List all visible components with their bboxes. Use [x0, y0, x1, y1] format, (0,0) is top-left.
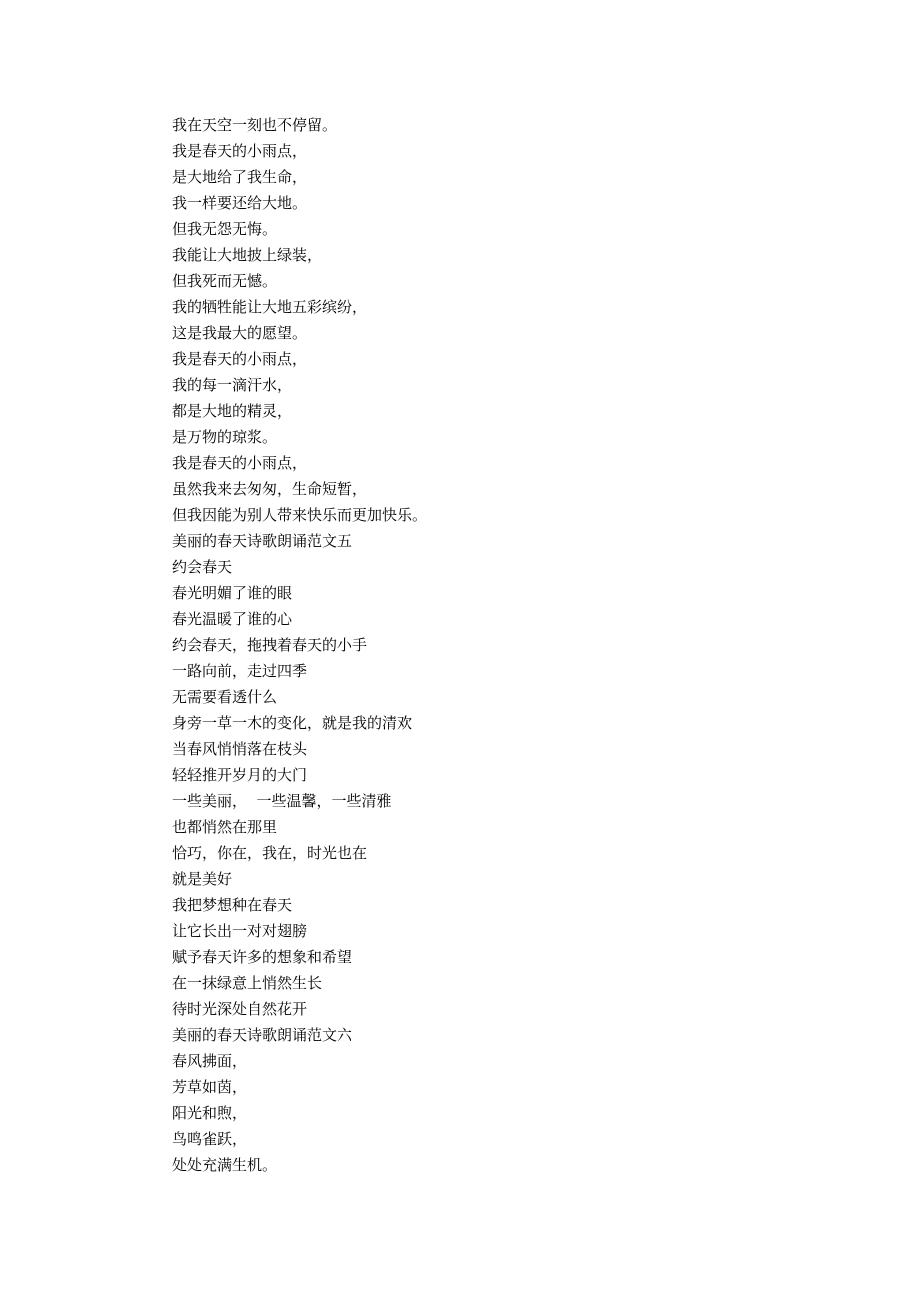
text-line: 当春风悄悄落在枝头 [172, 740, 308, 758]
text-line: 我一样要还给大地。 [172, 194, 308, 212]
text-line: 春光明媚了谁的眼 [172, 584, 293, 602]
poem-text-block [172, 112, 872, 1178]
text-line: 处处充满生机。 [172, 1156, 278, 1174]
text-line: 在一抹绿意上悄然生长 [172, 974, 323, 992]
text-line: 但我无怨无悔。 [172, 220, 278, 238]
text-line: 春光温暖了谁的心 [172, 610, 293, 628]
text-line: 约会春天 [172, 558, 233, 576]
text-line: 我把梦想种在春天 [172, 896, 293, 914]
text-line: 美丽的春天诗歌朗诵范文五 [172, 532, 353, 550]
text-line: 身旁一草一木的变化，就是我的清欢 [172, 714, 413, 732]
text-line: 但我因能为别人带来快乐而更加快乐。 [172, 506, 428, 524]
text-line: 美丽的春天诗歌朗诵范文六 [172, 1026, 353, 1044]
text-line: 让它长出一对对翅膀 [172, 922, 308, 940]
text-line: 待时光深处自然花开 [172, 1000, 308, 1018]
text-line: 我在天空一刻也不停留。 [172, 116, 338, 134]
text-line: 芳草如茵， [172, 1078, 248, 1096]
text-line: 虽然我来去匆匆，生命短暂， [172, 480, 368, 498]
text-line: 也都悄然在那里 [172, 818, 278, 836]
text-line: 这是我最大的愿望。 [172, 324, 308, 342]
text-line: 约会春天，拖拽着春天的小手 [172, 636, 368, 654]
text-line: 无需要看透什么 [172, 688, 278, 706]
text-line: 一些美丽， 一些温馨，一些清雅 [172, 792, 392, 810]
text-line: 就是美好 [172, 870, 233, 888]
text-line: 赋予春天许多的想象和希望 [172, 948, 353, 966]
text-line: 我的每一滴汗水， [172, 376, 293, 394]
text-line: 我是春天的小雨点， [172, 142, 308, 160]
text-line: 鸟鸣雀跃， [172, 1130, 248, 1148]
text-line: 是大地给了我生命， [172, 168, 308, 186]
text-line: 但我死而无憾。 [172, 272, 278, 290]
text-line: 恰巧，你在，我在，时光也在 [172, 844, 368, 862]
text-line: 轻轻推开岁月的大门 [172, 766, 308, 784]
text-line: 一路向前，走过四季 [172, 662, 308, 680]
text-line: 是万物的琼浆。 [172, 428, 278, 446]
text-line: 我能让大地披上绿装， [172, 246, 323, 264]
text-line: 阳光和煦， [172, 1104, 248, 1122]
text-line: 我是春天的小雨点， [172, 350, 308, 368]
text-line: 我是春天的小雨点， [172, 454, 308, 472]
text-line: 春风拂面， [172, 1052, 248, 1070]
text-line: 都是大地的精灵， [172, 402, 293, 420]
text-line: 我的牺牲能让大地五彩缤纷， [172, 298, 368, 316]
